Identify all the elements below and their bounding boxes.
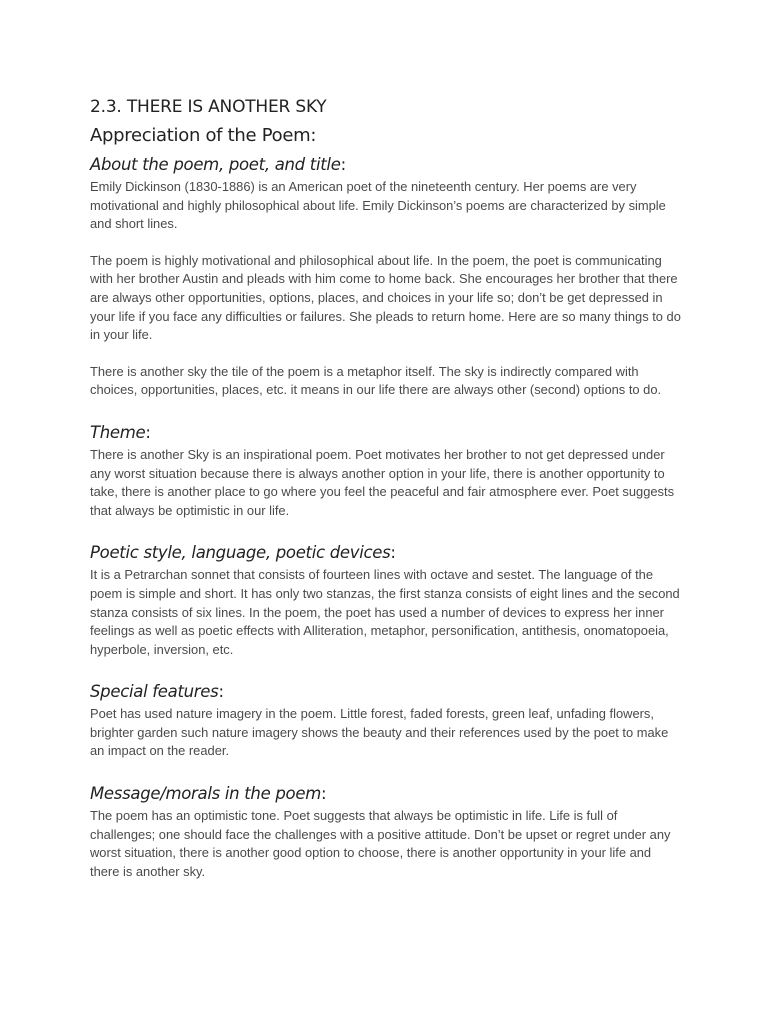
section-heading: Poetic style, language, poetic devices:: [90, 543, 396, 563]
paragraph: The poem is highly motivational and philosophical about life. In the poem, the poet is communicating with her brother Austin and pleads with him come to home back. She encourages her brother that there are always other opportunities, options, places, and choices in your life so; don’t be get depressed in your life if you face any difficulties or failures. She pleads to return home. Here are so many things to do in your life.: [90, 252, 681, 343]
section-special-features: [90, 681, 682, 761]
paragraph: Emily Dickinson (1830-1886) is an American poet of the nineteenth century. Her poems are very motivational and highly philosophical about life. Emily Dickinson’s poems are characterized by simple and short lines.: [90, 179, 666, 232]
section-theme: [90, 422, 682, 520]
section-heading: Theme:: [90, 422, 151, 442]
document-page: [90, 96, 682, 881]
paragraph: There is another Sky is an inspirational poem. Poet motivates her brother to not get depressed under any worst situation because there is always another option in your life, there is another opportunity to take, there is another place to go where you feel the peaceful and fair atmosphere ever. Poet suggests that always be optimistic in our life.: [90, 446, 675, 518]
section-heading: Special features:: [90, 682, 224, 702]
section-about: [90, 154, 682, 400]
document-subtitle: Appreciation of the Poem:: [90, 125, 317, 146]
paragraph: It is a Petrarchan sonnet that consists of fourteen lines with octave and sestet. The language of the poem is simple and short. It has only two stanzas, the first stanza consists of eight lines and the second stanza consists of six lines. In the poem, the poet has used a number of devices to express her inner feelings as well as poetic effects with Alliteration, metaphor, personification, antithesis, onomatopoeia, hyperbole, inversion, etc.: [90, 567, 680, 657]
paragraph: Poet has used nature imagery in the poem. Little forest, faded forests, green leaf, unfading flowers, brighter garden such nature imagery shows the beauty and their references used by the poet to make an impact on the reader.: [90, 706, 669, 759]
section-heading: Message/morals in the poem:: [90, 784, 327, 804]
section-poetic-style: [90, 542, 682, 659]
section-message: [90, 783, 682, 881]
section-heading: About the poem, poet, and title:: [90, 155, 346, 174]
paragraph: There is another sky the tile of the poem is a metaphor itself. The sky is indirectly compared with choices, opportunities, places, etc. it means in our life there are always other (second) options to do.: [90, 363, 662, 398]
paragraph: The poem has an optimistic tone. Poet suggests that always be optimistic in life. Life is full of challenges; one should face the challenges with a positive attitude. Don’t be upset or regret under any worst situation, there is another good option to choose, there is another opportunity in your life and there is another sky.: [90, 808, 671, 879]
document-title: 2.3. THERE IS ANOTHER SKY: [90, 97, 327, 117]
